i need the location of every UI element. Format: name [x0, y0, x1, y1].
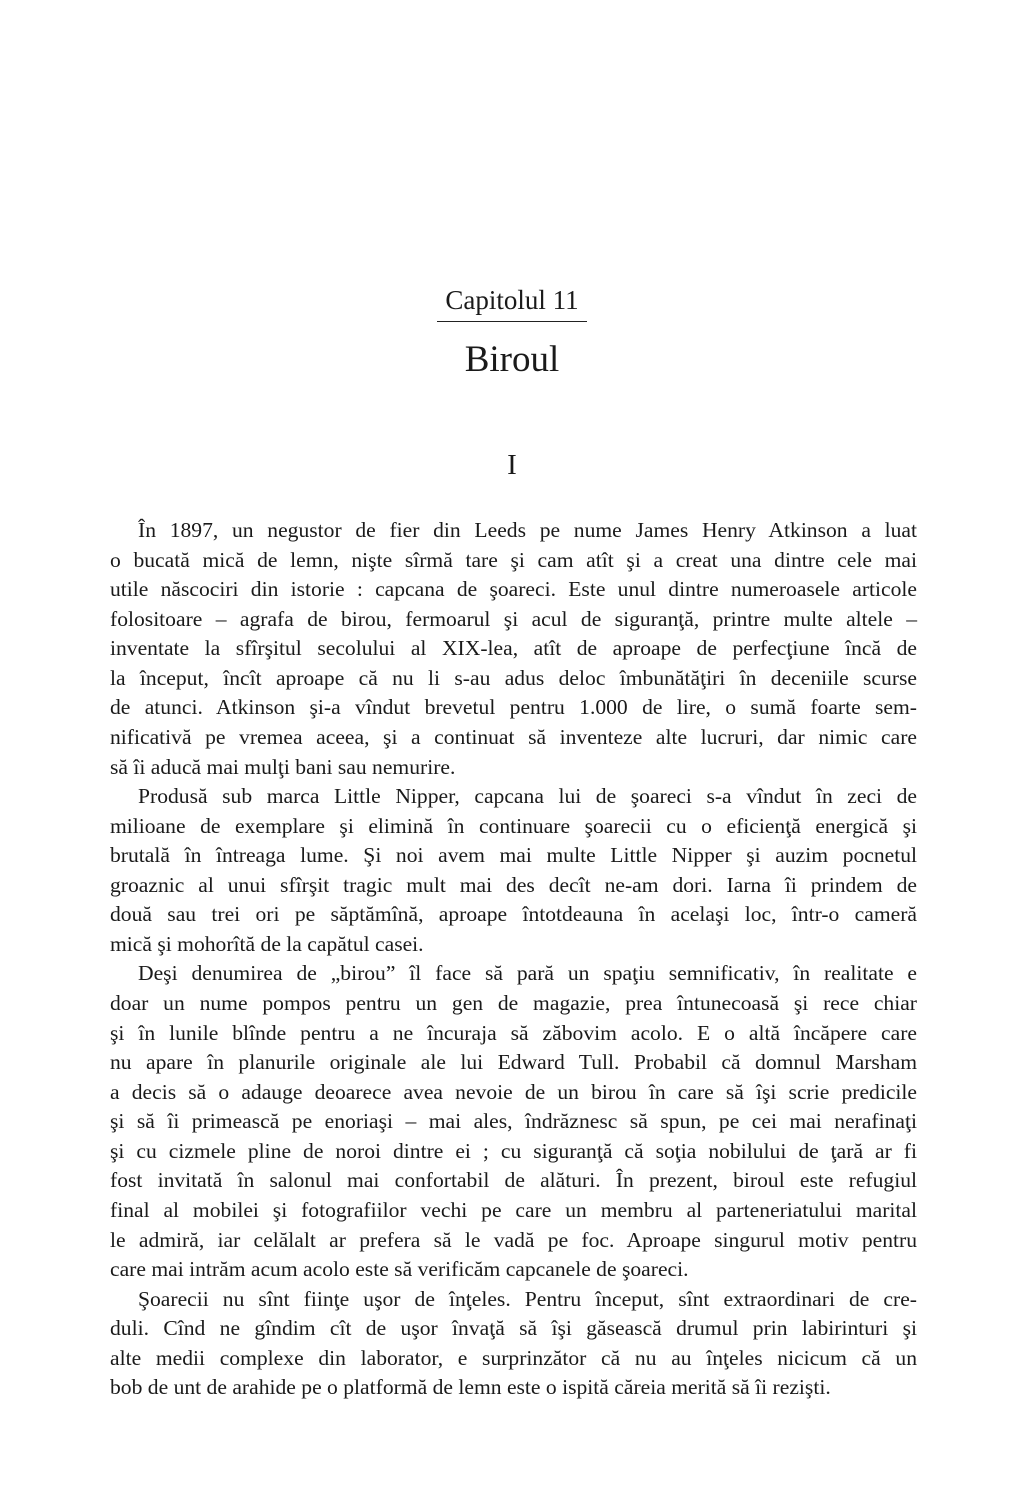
text-line: mică şi mohorîtă de la capătul casei.: [110, 931, 424, 956]
text-line: fost invitată în salonul mai confortabil de alături. În prezent, biroul este refugiul: [110, 1168, 917, 1193]
body-text: [110, 516, 917, 1403]
text-line: să îi aducă mai mulţi bani sau nemurire.: [110, 754, 456, 779]
text-line: şi să îi primească pe enoriaşi – mai ales, îndrăznesc să spun, pe cei mai nerafinaţi: [110, 1109, 917, 1134]
text-line: care mai intrăm acum acolo este să verificăm capcanele de şoareci.: [110, 1257, 689, 1282]
chapter-label: Capitolul 11: [445, 285, 579, 315]
section-numeral: I: [507, 449, 517, 481]
text-line: nu apare în planurile originale ale lui Edward Tull. Probabil că domnul Marsham: [110, 1050, 917, 1075]
text-line: de atunci. Atkinson şi-a vîndut brevetul pentru 1.000 de lire, o sumă foarte sem-: [110, 695, 917, 720]
text-line: şi cu cizmele pline de noroi dintre ei ; cu siguranţă că soţia nobilului de ţară ar fi: [110, 1138, 917, 1163]
text-line: final al mobilei şi fotografiilor vechi pe care un membru al parteneriatului marital: [110, 1197, 917, 1222]
text-line: la început, încît aproape că nu li s-au adus deloc îmbunătăţiri în deceniile scurse: [110, 665, 917, 690]
text-line: milioane de exemplare şi elimină în continuare şoarecii cu o eficienţă energică şi: [110, 813, 917, 838]
text-line: utile născociri din istorie : capcana de şoareci. Este unul dintre numeroasele articole: [110, 577, 917, 602]
text-line: Şoarecii nu sînt fiinţe uşor de înţeles. Pentru început, sînt extraordinari de cre-: [138, 1286, 917, 1311]
text-line: o bucată mică de lemn, nişte sîrmă tare şi cam atît şi a creat una dintre cele mai: [110, 547, 917, 572]
text-line: Produsă sub marca Little Nipper, capcana lui de şoareci s-a vîndut în zeci de: [138, 784, 917, 809]
chapter-divider: [437, 321, 587, 322]
text-line: bob de unt de arahide pe o platformă de lemn este o ispită căreia merită să îi rezişti.: [110, 1375, 831, 1400]
text-line: a decis să o adauge deoarece avea nevoie de un birou în care să îşi scrie predicile: [110, 1079, 917, 1104]
text-line: le admiră, iar celălalt ar prefera să le vadă pe foc. Aproape singurul motiv pentru: [110, 1227, 917, 1252]
paragraph: [110, 959, 917, 1284]
text-line: groaznic al unui sfîrşit tragic mult mai des decît ne-am dori. Iarna îi prindem de: [110, 872, 917, 897]
text-line: nificativă pe vremea aceea, şi a continuat să inventeze alte lucruri, dar nimic care: [110, 724, 917, 749]
text-line: brutală în întreaga lume. Şi noi avem mai multe Little Nipper şi auzim pocnetul: [110, 843, 917, 868]
paragraph: [110, 516, 917, 782]
text-line: inventate la sfîrşitul secolului al XIX-lea, atît de aproape de perfecţiune încă de: [110, 636, 917, 661]
text-line: În 1897, un negustor de fier din Leeds pe nume James Henry Atkinson a luat: [138, 518, 917, 542]
text-line: alte medii complexe din laborator, e surprinzător că nu au înţeles nicicum că un: [110, 1345, 917, 1370]
text-line: folositoare – agrafa de birou, fermoarul şi acul de siguranţă, printre multe altele –: [110, 606, 917, 631]
paragraph: [110, 1285, 917, 1403]
text-line: Deşi denumirea de „birou” îl face să pară un spaţiu semnificativ, în realitate e: [138, 961, 917, 986]
paragraph: [110, 782, 917, 959]
text-line: două sau trei ori pe săptămînă, aproape întotdeauna în acelaşi loc, într-o cameră: [110, 902, 917, 927]
chapter-title: Biroul: [464, 339, 560, 380]
text-line: şi în lunile blînde pentru a ne încuraja să zăbovim acolo. E o altă încăpere care: [110, 1020, 917, 1045]
text-line: duli. Cînd ne gîndim cît de uşor învaţă să îşi găsească drumul prin labirinturi şi: [110, 1316, 917, 1341]
text-line: doar un nume pompos pentru un gen de magazie, prea întunecoasă şi rece chiar: [110, 991, 917, 1015]
